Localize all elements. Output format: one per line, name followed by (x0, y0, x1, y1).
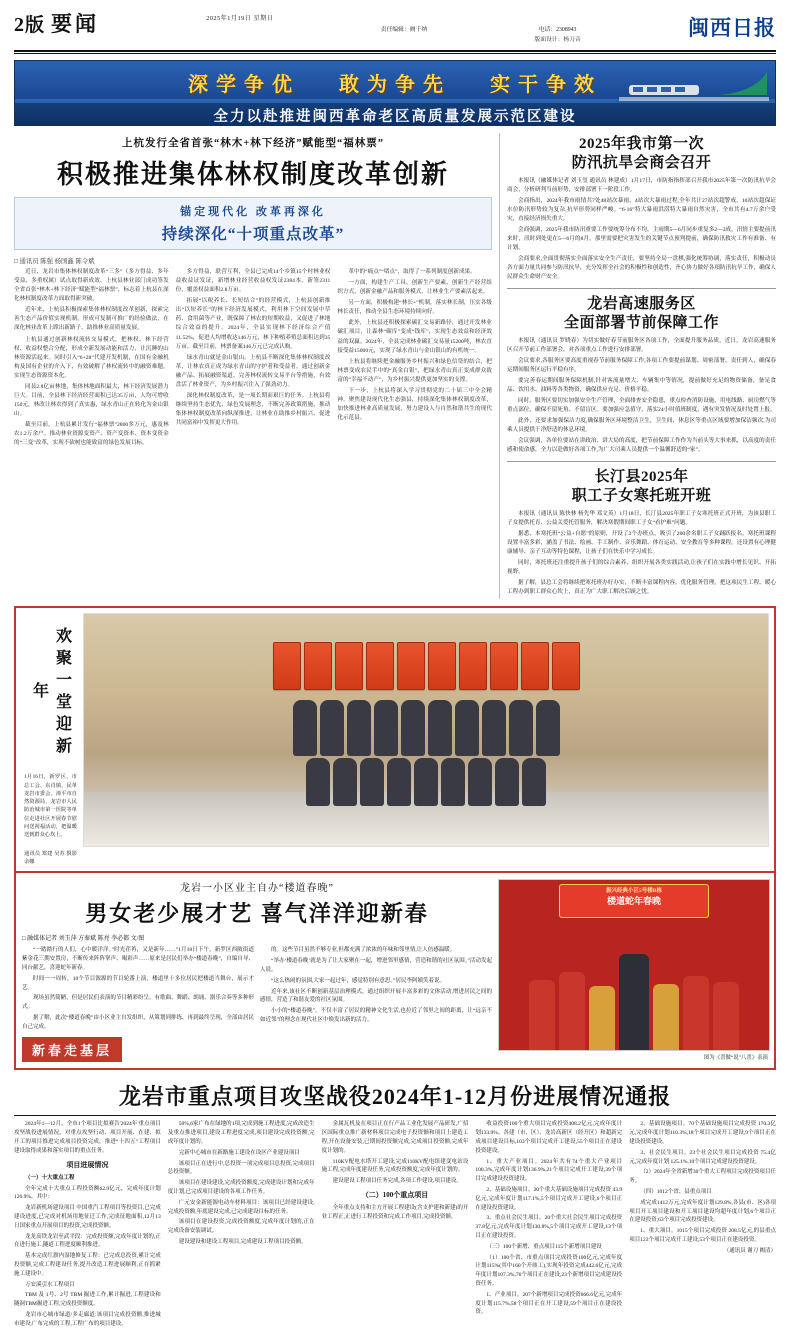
paragraph: （2）2024年全省新增30个重大工程项目完成投资项目任务。 (629, 1169, 776, 1185)
paragraph: 本报讯（通讯员 陈快林 杨先华 邓文英）1月18日，长汀县2025年职工子女寒托班正式开班，为该县职工子女提供托育、公益关爱托管服务，解决寒假期间职工子女“看护难”问题。 (507, 510, 776, 526)
paragraph: 会商要求,全面贯彻落实全面落实安全生产责任，要坚持全局一盘棋,强化统筹协调，落实责任，积极动员各方面力量共同参与防汛抗旱，充分发挥全社会的积极性和创造性，齐心协力做好各项防汛抗旱工作，确保人民群众生命财产安全。 (507, 256, 776, 281)
rail-divider-2 (507, 461, 776, 462)
photo-feature-2 (14, 873, 776, 1070)
paragraph: “一踏踏行的人们，心中暖洋洋。”时光荏苒，又是新年……”1月18日下午，新罗区西陂街道紫金花三期安置房，不断传来阵阵掌声、喝彩声……原来是居民们举办“楼道春晚”，自编自导、同台献艺，喜迎蛇年新春。 (22, 947, 254, 971)
paragraph: 此外，还要求加强保洁力度,确保服务区环境整洁卫生，卫生间、休息区等重点区域要增加保洁频次,为司乘人员提供干净舒适的休息环境。 (507, 418, 776, 434)
paragraph: 拓展“以税养长、长短结合”的经营模式，上杭县创新推出“以短养长”的林下经济发展模式，利用林下空间发展中草药、食用菌等产业，既保障了林农的短期收益，又促进了林地综合效益的提升。2024年，全县实现林下经济综合产值11.52%，促进人均增收达146万元，林下种植养殖总面积达到35万亩。截至目前，林票备案146万元已完成认购。 (175, 298, 331, 350)
feature-1-credit: 通讯员 郑建 吴苏 摄影 余娜 (24, 850, 77, 865)
right-article-1 (507, 135, 776, 282)
subbox-line1: 锚定现代化 改革再深化 (180, 206, 326, 219)
lead-subbox (14, 197, 492, 250)
right-article-2-body (507, 337, 776, 456)
paragraph: 现场虽然简陋，但是居民们表演的节目精彩纷呈，有歌曲、舞蹈、朗诵、器乐合奏等多种形式。 (22, 995, 254, 1011)
paragraph: 革中的“痛点”“堵点”，取得了一系列制度创新成果。 (348, 269, 476, 276)
paragraph: 1、重大项目。1015个项目完成投资 208.5亿元,的县重点项目123个项目完成开工建设,53个项目正在建设投资。 (629, 1228, 776, 1244)
lead-byline: □ 通讯员 陈强 杨国鑫 陈令斌 (14, 258, 95, 266)
lead-col-3 (337, 268, 492, 450)
lead-body (14, 268, 492, 450)
paragraph: 3、重点社会民生项目。20个重大社会民生项目完成投资 37.8亿元,完成年度计划130.8%,5个项目完成开工建设,13个项目正在建设投资。 (475, 1215, 623, 1240)
paragraph: 同时，寒托班还注重提升孩子们的综合素养，组织开展各类实践活动,让孩子们在实践中增长见识、开拓视野。 (507, 560, 776, 576)
paragraph: 2024年1—12月，全市1个项目比拟赛告'2024年'重点项目攻坚战役进展情况，对重点攻坚行动、项目开展、在建、拟开工的项目推进完成项目投资完成，推进“十四五”工程项目建设取得成果和落实项目的重点任务。 (14, 1121, 161, 1154)
report-col-1 (14, 1120, 161, 1330)
feature-1-sidebar (21, 613, 80, 866)
stage-banner (559, 884, 709, 918)
campaign-banner (14, 60, 776, 126)
paragraph: 的。这些节目虽然不够专业,但都充满了浓浓的年味和邻里情,让人倍感温暖。 (271, 947, 456, 954)
masthead-rule (14, 50, 776, 52)
paragraph: （三）100个新增、重点项目115个新增项目建设 (486, 1243, 602, 1250)
paragraph: 截至目前，上杭县累计发行“福林票”2800多万元，惠及林农1.2万余户。推动林业资源变资产、资产变资本、资本变资金的“三变”改革，实现不砍树也能致富的绿色发展目标。 (14, 421, 169, 447)
feature-2-byline: □ 融媒体记者 刘玉萍 方秦斌 陈亮 李必都 文/图 (22, 936, 145, 943)
paragraph: 一方面，构建生产工具、创新生产要素、创新生产经营组织方式、创新金融产品和服务模式，让林业生产要素活起来。 (337, 280, 493, 296)
right-article-3-body (507, 510, 776, 597)
stage-banner-main: 楼道蛇年春晚 (606, 895, 661, 906)
report-section-title: 项目进展情况 (66, 1160, 109, 1169)
series-tag: 新春走基层 (22, 1037, 122, 1062)
performers (499, 930, 769, 1050)
publish-date: 2025年1月19日 星期日 (206, 15, 274, 22)
paragraph: 广元安金新能源电动车材料项目：该项目已经建设建设,完成投资额,年底建设完成,已完成建设目标的任务。 (167, 1199, 315, 1215)
paragraph: （一）十大重点工程 (25, 1174, 75, 1181)
feature-2-col-1 (22, 946, 254, 1033)
paragraph: 据了解，县总工会将继续把寒托班办好办实，不断丰富课程内容，优化服务管理，把这项民生工程、暖心工程办到职工群众心坎上，真正为广大职工解决后顾之忧。 (507, 580, 776, 596)
feature-1-caption: 1月16日，新罗区、市总工会、东肖镇、民革龙岩市委会、漳平市自然资源局、龙岩市人民防治城市第一医院等单位走进社区开展春节慰问送祝福活动，把温暖送到群众心坎上。 (24, 774, 77, 839)
paragraph: 完新中心城市在新路施工建设在设区产业建设项目 (178, 1149, 300, 1156)
paragraph: 会商强调，2025年我市防汛重要工作要统筹分布不均，主雨期5—6月同步重复多2—3成，汛情主要提前汛来时，汛时到处更在5—6月的8月，那里需要把灾害发生的关键节点预判提前，确保防汛救灾工作有准备、有计划。 (507, 226, 776, 252)
paragraph: 3、社会民生项目。23个社会民生项目完成投资 75.4亿元,完成年度计划 125.1%,10个项目完成建设投资建设。 (629, 1149, 776, 1165)
masthead-rule-2 (14, 53, 776, 54)
masthead (0, 0, 790, 48)
photo-people-row-2 (84, 758, 768, 806)
masthead-date-block (206, 8, 273, 26)
upper-content (14, 133, 776, 599)
paragraph: 会议要求,各服务区要高度重视春节前服务保障工作,各项工作要提前谋划、周密部署、责任到人，确保春运期间服务区运行平稳有序。 (507, 357, 776, 373)
feature-2-col-2 (260, 946, 492, 1033)
paragraph: 该项目在建设建设,完成投资额度,完成建设计划和完成年度计划,已完成项目建设的各项工作任务。 (167, 1180, 315, 1196)
layout-designer: 版面设计：杨刀音 (534, 36, 581, 43)
paragraph: 会商指出，2024年我市雨情共7处48站次暴雨、4站次大暴雨过程,全年共计27站次超警戒，10站次超保证水位防汛形势较为复杂,抗旱形势同样严峻。“6·16”特大暴雨洪涝特大暴雨自然灾害，全市共有4.7万余户受灾，直接经济损失重大。 (507, 197, 776, 222)
paragraph: 据了解，此次“楼道春晚”由小区业主自发组织，从策划到排练，再到最终呈现，全部由居民自己完成。 (22, 1014, 254, 1030)
phone: 电话：2308943 (538, 27, 577, 33)
paragraph: 同时，服务区要切实加强安全生产管理，全面排查安全隐患，重点检查消防设施、用电线路、厨房燃气等重点部位，确保不留死角、不留盲区。要加强应急值守，落实24小时值班制度，遇有突发情况及时处置上报。 (507, 397, 776, 414)
feature-1-vertical-title: 欢聚一堂迎新年 (30, 627, 71, 760)
paragraph: “举办‘楼道春晚’就是为了让大家聚在一起，增进邻里感情，营造和谐的社区氛围。”活动发起人说。 (260, 958, 492, 973)
report-col-2 (168, 1120, 315, 1330)
paragraph: 本报讯（融媒体记者 刘玉玺 通讯员 林建成）1月17日，市防指指挥部召开我市2025年第一次防汛抗旱会商会，分析研判当前形势，安排部署下一阶段工作。 (507, 177, 776, 193)
paragraph: 万安溪引水工程项目 (25, 1281, 75, 1288)
paragraph: 下一步，上杭县将深入学习贯彻党的二十届三中全会精神，聚焦建设现代化生态强县，持续深化集体林权制度改革，加快推进林业高质量发展，努力建设人与自然和谐共生的现代化示范县。 (337, 387, 493, 421)
paragraph: 金属瓦机及在项目正在行产品工业化发展产品研发,广招区国际重点推广新材料项目完成电子投资额和项目上建造工程,开在设备安装,已期间投资额完成,完成项目投资额,完成年度计划的。 (321, 1121, 469, 1154)
paragraph: 2、基础设施项目。20个重大基础设施项目完成投资 43.9亿元,完成年度计划117.1%,5个项目完成开工建设,6个项目正在建设投资建设。 (475, 1187, 623, 1211)
paragraph: 全年完成十大重点工程投资额62.9亿元，完成年度计划126.9%。其中： (14, 1185, 161, 1201)
paragraph: 龙龙高铁龙岩至武平段：完成投资额,完成年度计划的,正在进行施工,隧道工程进度顺利推进。 (14, 1233, 161, 1249)
report-headline: 龙岩市重点项目攻坚战役2024年1-12月份进展情况通报 (118, 1084, 672, 1110)
lead-kicker: 上杭发行全省首张“林木+林下经济”赋能型“福林票” (122, 138, 384, 150)
paragraph: 龙岩市心城市绿道/多走廊道:该项目完成投资额,推进城市建设,广布完成的工程,工程广布的项目建设。 (14, 1312, 161, 1327)
paragraph: 小小的“楼道春晚”，不仅丰富了居民的精神文化生活,也拉近了邻里之间的距离，让“远亲不如近邻”的理念在现代社区中焕发出新的活力。 (260, 1008, 492, 1023)
paragraph: 会议强调，各单位要站在讲政治、讲大局的高度，把节前保障工作作为当前头等大事来抓，以高度的责任感和使命感，全力以赴做好各项工作,为广大司乘人员提供一个温馨舒适的“家”。 (507, 438, 776, 454)
masthead-credits (381, 8, 427, 36)
paragraph: （1）100个省、市重点项目完成投资100亿元,完成年度计划115%(其中160个开竣工),实现年投资完成442.6亿元,完成年度计划107.3%,76个项目正在建设,23个新增项目完成建设投资任务。 (475, 1254, 623, 1288)
paragraph: 上杭县将继续把金融服务乡村振兴和绿色信贷的结合，把林票变成农民手中的“真金白银”，把绿水青山真正变成群众致富的“幸福不动产”，为乡村振兴提供更加坚实的支撑。 (337, 358, 493, 383)
paragraph: 1、重大产业项目。2024年共有74个重大产业项目100.3%,完成年度计划136.9%,21个项目完成开工建设,39个项目完成建设投资建设。 (475, 1158, 623, 1183)
paragraph: 深化林权制度改革，是一项长期而艰巨的任务。上杭县将继续坚持生态优先、绿色发展理念，不断完善政策措施，推动集体林权制度改革向纵深推进，让林业在助推乡村振兴、促进共同富裕中发挥更大作用。 (175, 392, 331, 426)
paragraph: 基本完成红旗内湿地修复工程：已完成总投资,累计完成投资额,完成工程建设任务,提升改造工程进展顺利,正在抓紧施工建设中。 (14, 1253, 161, 1277)
right-article-3 (507, 468, 776, 597)
paragraph: 全年重点支持和主方开展工程建设(含支护建和新建)的开业工程正,正进行工程投资和完成工作项目,完成投资额。 (321, 1205, 469, 1221)
paragraph: 建设建设工程项目任务完成,各项工作建设,项目建设。 (332, 1178, 462, 1185)
lead-article (14, 133, 492, 599)
photo-banner-row-1 (84, 642, 768, 690)
paragraph: 此外，上杭县还积极探索碳汇交易新路径，通过开发林业碳汇项目，让森林“碳库”变成“钱库”，实现生态效益和经济效益的双赢。2024年，全县完成林业碳汇交易量15200吨，林农直接受益15000元，实现了绿水青山与金山银山的有机统一。 (337, 320, 493, 354)
lead-col-2 (176, 268, 331, 450)
photo-feature-1 (14, 606, 776, 873)
paragraph: 本报讯（通讯员 罗晓春）为切实做好春节前服务区各项工作，全面提升服务品质，近日，龙岩高速服务区召开节前工作部署会，对各项重点工作进行安排部署。 (507, 337, 776, 353)
feature-2-photo (498, 879, 770, 1051)
paragraph: 1、产业项目。207个新增项目完成投资666.6亿元,完成年度计划115.7%,58个项目正在开工建设,59个项目正在建设投资。 (475, 1291, 623, 1316)
feature-2-body (22, 879, 768, 1062)
section-title: 要闻 (51, 12, 100, 36)
feature-1-photo (83, 613, 769, 847)
paragraph: 绿水青山就是金山银山。上杭县不断深化集体林权制度改革，让林农真正成为绿水青山的守护者和受益者。通过创新金融产品、拓展融资渠道、完善林权流转交易平台等措施，有效盘活了林业资产，为乡村振兴注入了强劲动力。 (175, 354, 331, 388)
paragraph: 2、基础设施项目。70个基础设施项目完成投资 170.3亿元,完成年度计划110.3%,18个项目完成开工建设,9个项目正在建设投资建设。 (629, 1121, 776, 1146)
right-article-3-title: 长汀县2025年 职工子女寒托班开班 (571, 469, 712, 505)
paragraph: 收益投资100个重大项目完成投资408.2亿元,完成年度计划133.9%。各建（市、区）、龙岩高新区（经开区）和超新完成项目建设目标,103个项目完成开工建设,55个项目正在建设投资建设。 (475, 1121, 623, 1154)
report-col-4 (475, 1120, 622, 1330)
photo-people-row-1 (84, 700, 768, 756)
report-col-3 (322, 1120, 469, 1330)
paragraph: 该项目在建设投资,完成投资额度,完成年度计划的,正在完成设备安装调试。 (167, 1219, 315, 1235)
masthead-credits2 (534, 8, 580, 46)
paragraph: 要完善春运期间服务保障机制,针对客流量增大、车辆集中等情况，提前做好充足的物资储备，备足食品、饮用水、油料等各类物资，确保供应充足、价格平稳。 (507, 377, 776, 393)
right-article-2 (507, 295, 776, 455)
right-rail (507, 133, 776, 599)
paragraph: 50%,6家广布在绿地的1项,完成到施工程进度,完成改造生及重点推进项目,建设工程进度完成,项目建设完成投资额,完成年度计划的。 (167, 1121, 315, 1146)
paragraph: 近年来,该社区不断创新基层治理模式，通过组织开展丰富多彩的文体活动,增进居民之间的感情，营造了和谐友爱的社区氛围。 (260, 988, 492, 1004)
paragraph: 上杭县通过创新林权流转交易模式，把林权、林下经营权、收益权整合分配，形成全新发展动能和活力，让沉睡的山林资源活起来。同时引入“6+28”代建开发机制，在国有金融机构及国有企业的介入下，有效破解了林权流转中的融资难题，实现生态资源资本化。 (14, 336, 169, 379)
column-divider (499, 133, 500, 599)
right-article-1-body (507, 177, 776, 283)
masthead-left (14, 8, 99, 38)
lead-col-1 (14, 268, 169, 450)
paragraph: 龙岩新机场建设项目 中国重汽工程项目等投资目,已完成建设进度,已完成对机场用地征迁工作,完成征地面积,12月13日国家重点开展项目的投资,完成投资额。 (14, 1205, 161, 1229)
stage-banner-sub: 振兴经典小区5号楼B栋 (606, 888, 662, 895)
right-article-1-title: 2025年我市第一次 防汛抗旱会商会召开 (571, 136, 712, 171)
paragraph: 时间一一周转，10个节目源源的节目轮番上演，楼道里十多位居民把楼道当舞台，展示才艺。 (22, 975, 254, 991)
report-body (14, 1120, 776, 1330)
subbox-line2: 持续深化“十项重点改革” (161, 226, 345, 244)
banner-slogan-line2: 全力以赴推进闽西革命老区高质量发展示范区建设 (213, 109, 577, 126)
paragraph: 成完成1412万元,完成年度计划129.8%,各县(市、区)各项项目开工项目建设和开工项目建设均超年度计划,6个项目正在建设投资,63个项目完成投资建设。 (629, 1199, 776, 1224)
paragraph: 同县2.8亿亩林地，集体林地面积最大，林下经济发展潜力巨大。目前，全县林下经济经营面积已达35万亩，人均可增收150元，林改让林农得到了真实惠，绿水青山正在转化为金山银山。 (14, 383, 169, 417)
feature-2-photo-wrap (498, 879, 768, 1062)
paragraph: TBM 及 1号、2号 TBM 掘进工作,累计掘进,工程建设和隧洞TBM掘进工程,完成投资额度。 (14, 1292, 161, 1308)
paragraph: 据悉，本寒托班“公益+自愿”的原则，开设了3个办班点，吸引了200余名职工子女踊跃报名。寒托班课程设置丰富多彩，涵盖了书法、绘画、手工制作、音乐舞蹈、体育运动、安全教育等多种课程，还设置有心理健康辅导、亲子互动等特色课程，让孩子们在快乐中学习成长。 (507, 530, 776, 555)
report-rule (14, 1115, 776, 1116)
feature-2-kicker: 龙岩一小区业主自办“楼道春晚” (180, 883, 334, 895)
paragraph: 建设建设和建设工程项目,完成建设工程项目投资额。 (178, 1239, 307, 1246)
paragraph: 近年来，上杭县积极探索集体林权制度改革创新，探索完善生态产品价值实现机制，形成可复制可推广的经验做法，在深化林业改革上蹚出新路子，助推林业高质量发展。 (14, 307, 169, 332)
paragraph: （四）1012个省、县重点项目 (640, 1189, 712, 1196)
paragraph: 110KV配电水塔开工建设,完成110KV配电组建变电站设施工程,完成年度建设任务,完成投资额度,完成年度计划的。 (321, 1158, 469, 1174)
paper-logo: 闽西日报 (688, 15, 776, 40)
feature-2-headline: 男女老少展才艺 喜气洋洋迎新春 (85, 901, 429, 927)
banner-slogan-line1: 深学争优 敢为争先 实干争效 (188, 74, 602, 97)
paragraph: 多方得益，联营互利，全县已完成14个乡镇15个村林业权益收益证发证，新增林业经营收益权发证2384本。新签2311份，覆盖权益面积2.8万亩。 (175, 269, 331, 294)
paragraph: “这么热闹的氛围,大家一起过年，感觉特别有意思。”居民李阿姨笑着说。 (271, 977, 446, 984)
paragraph: 该项目正在进行中,总投资一项完成项目总投资,完成项目总投资额。 (167, 1160, 315, 1176)
report-credit: （通讯员 谢刀 阙清） (723, 1247, 776, 1254)
feature-2-photo-caption: 图为《喜做“说”八喜》表演 (703, 1055, 768, 1062)
page-number: 2版 (14, 14, 46, 36)
report-section-title: （二）100个重点项目 (361, 1191, 429, 1200)
responsible-editor: 责任编辑：阙千纳 (380, 27, 428, 33)
paragraph: 近日，龙岩市集体林权制度改革“三多”（多方得益、多年受益、多重权属）试点取得新成效，上杭县林业部门成功签发全省首张“林木+林下经济”赋能型“福林票”，标志着上杭县在深化林权制度改革方面取得新突破。 (14, 269, 169, 303)
report-col-5 (629, 1120, 776, 1330)
right-article-2-title: 龙岩高速服务区 全面部署节前保障工作 (563, 296, 719, 331)
rail-divider-1 (507, 288, 776, 289)
paragraph: 另一方面，积极构建“林长+”机制，落实林长制，压实各级林长责任，推动全县生态环境持续向好。 (337, 300, 493, 316)
lead-headline: 积极推进集体林权制度改革创新 (56, 160, 449, 190)
